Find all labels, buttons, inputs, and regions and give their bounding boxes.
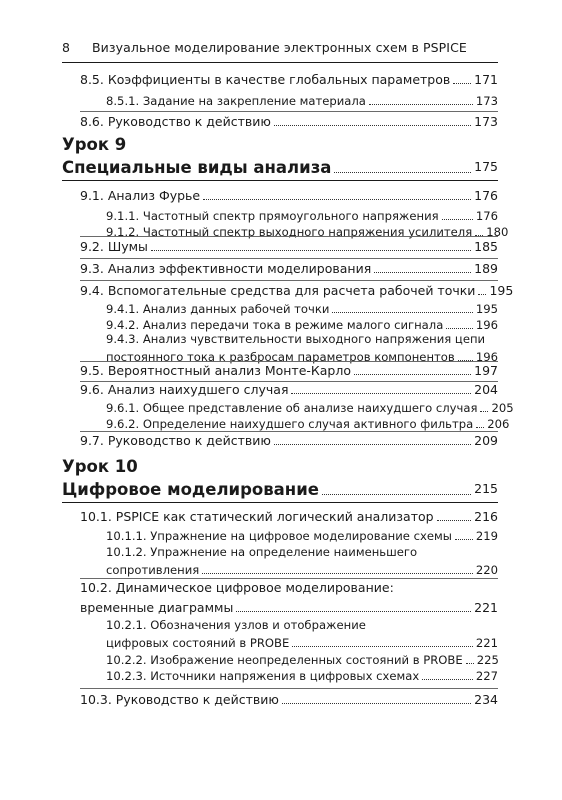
lesson-10-title[interactable]: Цифровое моделирование 215 [62, 480, 498, 499]
toc-entry-10-3[interactable]: 10.3. Руководство к действию 234 [80, 692, 498, 707]
lesson-9-title[interactable]: Специальные виды анализа 175 [62, 158, 498, 177]
lesson-10-label: Урок 10 [62, 457, 138, 476]
running-title: Визуальное моделирование электронных схем в PSPICE [92, 40, 467, 55]
separator [80, 688, 498, 689]
toc-entry-9-4[interactable]: 9.4. Вспомогательные средства для расчета рабочей точки 195 [80, 283, 514, 298]
page-number: 8 [62, 40, 70, 55]
toc-entry-9-4-3[interactable]: 9.4.3. Анализ чувствительности выходного напряжения цепи постоянного тока к разбросам параметров компонентов 196 [106, 332, 498, 364]
toc-entry-8-5-1[interactable]: 8.5.1. Задание на закрепление материала 173 [106, 94, 498, 108]
toc-entry-9-6-2[interactable]: 9.6.2. Определение наихудшего случая активного фильтра 206 [106, 417, 510, 431]
toc-entry-8-5[interactable]: 8.5. Коэффициенты в качестве глобальных параметров 171 [80, 72, 498, 87]
toc-entry-9-6-1[interactable]: 9.6.1. Общее представление об анализе наихудшего случая 205 [106, 401, 514, 415]
chapter-rule [62, 180, 498, 181]
lesson-9-label: Урок 9 [62, 135, 127, 154]
toc-entry-10-2-1[interactable]: 10.2.1. Обозначения узлов и отображение цифровых состояний в PROBE 221 [106, 618, 498, 650]
toc-entry-10-2-3[interactable]: 10.2.3. Источники напряжения в цифровых схемах 227 [106, 669, 498, 683]
toc-entry-8-6[interactable]: 8.6. Руководство к действию 173 [80, 114, 498, 129]
toc-entry-9-3[interactable]: 9.3. Анализ эффективности моделирования 189 [80, 261, 498, 276]
toc-entry-10-1[interactable]: 10.1. PSPICE как статический логический анализатор 216 [80, 509, 498, 524]
chapter-rule [62, 502, 498, 503]
toc-entry-10-2-2[interactable]: 10.2.2. Изображение неопределенных состояний в PROBE 225 [106, 653, 499, 667]
running-header [62, 40, 498, 60]
toc-entry-9-4-2[interactable]: 9.4.2. Анализ передачи тока в режиме малого сигнала 196 [106, 318, 498, 332]
separator [80, 578, 498, 579]
toc-entry-9-4-1[interactable]: 9.4.1. Анализ данных рабочей точки 195 [106, 302, 498, 316]
header-rule [62, 62, 498, 63]
toc-entry-9-2[interactable]: 9.2. Шумы 185 [80, 239, 498, 254]
toc-entry-10-2[interactable]: 10.2. Динамическое цифровое моделирование: временные диаграммы 221 [80, 580, 498, 615]
toc-entry-9-6[interactable]: 9.6. Анализ наихудшего случая 204 [80, 382, 498, 397]
toc-entry-9-7[interactable]: 9.7. Руководство к действию 209 [80, 433, 498, 448]
toc-entry-9-1[interactable]: 9.1. Анализ Фурье 176 [80, 188, 498, 203]
toc-entry-9-5[interactable]: 9.5. Вероятностный анализ Монте-Карло 197 [80, 363, 498, 378]
toc-entry-10-1-2[interactable]: 10.1.2. Упражнение на определение наименьшего сопротивления 220 [106, 545, 498, 577]
toc-entry-10-1-1[interactable]: 10.1.1. Упражнение на цифровое моделирование схемы 219 [106, 529, 498, 543]
toc-entry-9-1-1[interactable]: 9.1.1. Частотный спектр прямоугольного напряжения 176 [106, 209, 498, 223]
toc-entry-9-1-2[interactable]: 9.1.2. Частотный спектр выходного напряжения усилителя 180 [106, 225, 509, 239]
